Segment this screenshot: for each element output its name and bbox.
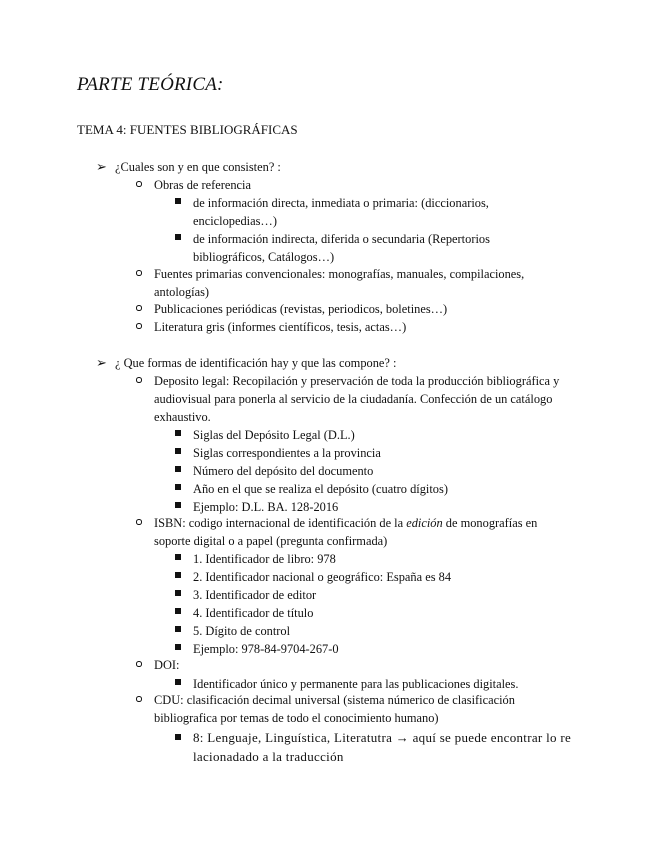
list-item-fuentes: Fuentes primarias convencionales: monografías, manuales, compilaciones, [154,267,525,281]
list-item-isbn [154,514,537,532]
isbn-text-b: de monografías en [442,516,538,530]
list-item-deposito-cont2: exhaustivo. [154,410,211,424]
list-item-deposito: Deposito legal: Recopilación y preservación de toda la producción bibliográfica y [154,374,560,388]
circle-bullet-icon [136,377,142,383]
circle-bullet-icon [136,519,142,525]
isbn-text-emphasis: edición [406,516,443,530]
topic-heading: TEMA 4: FUENTES BIBLIOGRÁFICAS [77,122,298,137]
square-bullet-icon [175,484,181,490]
arrow-bullet-icon: ➢ [96,355,107,370]
list-item-obras-indirecta-cont: bibliográficos, Catálogos…) [193,250,335,264]
arrow-bullet-icon: ➢ [96,159,107,174]
circle-bullet-icon [136,661,142,667]
list-item-obras-indirecta: de información indirecta, diferida o secundaria (Repertorios [193,232,490,246]
list-item-isbn-cont: soporte digital o a papel (pregunta confirmada) [154,534,388,548]
circle-bullet-icon [136,270,142,276]
list-item-cdu: CDU: clasificación decimal universal (sistema númerico de clasificación [154,693,515,707]
circle-bullet-icon [136,323,142,329]
square-bullet-icon [175,644,181,650]
isbn-item: 4. Identificador de título [193,606,314,620]
list-item-literatura: Literatura gris (informes científicos, tesis, actas…) [154,320,407,334]
isbn-item: 3. Identificador de editor [193,588,317,602]
deposito-item: Siglas del Depósito Legal (D.L.) [193,428,355,442]
circle-bullet-icon [136,696,142,702]
square-bullet-icon [175,502,181,508]
square-bullet-icon [175,572,181,578]
list-item-doi: DOI: [154,658,180,672]
cdu-item-cont: lacionadado a la traducción [193,749,344,764]
list-item-obras: Obras de referencia [154,178,251,192]
square-bullet-icon [175,466,181,472]
question-2: ¿ Que formas de identificación hay y que las compone? : [115,356,397,370]
square-bullet-icon [175,734,181,740]
circle-bullet-icon [136,181,142,187]
page-title: PARTE TEÓRICA: [77,74,224,95]
square-bullet-icon [175,448,181,454]
square-bullet-icon [175,608,181,614]
question-1: ¿Cuales son y en que consisten? : [115,160,281,174]
square-bullet-icon [175,198,181,204]
isbn-item: Ejemplo: 978-84-9704-267-0 [193,642,339,656]
square-bullet-icon [175,430,181,436]
list-item-cdu-cont: bibliografica por temas de todo el conocimiento humano) [154,711,439,725]
doi-item: Identificador único y permanente para las publicaciones digitales. [193,677,519,691]
isbn-text-a: ISBN: codigo internacional de identificación de la [154,516,407,530]
list-item-publicaciones: Publicaciones periódicas (revistas, periodicos, boletines…) [154,302,448,316]
square-bullet-icon [175,554,181,560]
isbn-item: 2. Identificador nacional o geográfico: España es 84 [193,570,452,584]
cdu-item: 8: Lenguaje, Linguística, Literatutra → aquí se puede encontrar lo re [193,730,572,745]
square-bullet-icon [175,590,181,596]
isbn-item: 5. Dígito de control [193,624,291,638]
deposito-item: Siglas correspondientes a la provincia [193,446,381,460]
isbn-item: 1. Identificador de libro: 978 [193,552,336,566]
square-bullet-icon [175,679,181,685]
list-item-obras-directa: de información directa, inmediata o primaria: (diccionarios, [193,196,489,210]
square-bullet-icon [175,626,181,632]
list-item-fuentes-cont: antologías) [154,285,210,299]
square-bullet-icon [175,234,181,240]
deposito-item: Año en el que se realiza el depósito (cuatro dígitos) [193,482,448,496]
list-item-obras-directa-cont: enciclopedias…) [193,214,277,228]
deposito-item: Número del depósito del documento [193,464,374,478]
list-item-deposito-cont: audiovisual para ponerla al servicio de la ciudadanía. Confección de un catálogo [154,392,553,406]
circle-bullet-icon [136,305,142,311]
deposito-item: Ejemplo: D.L. BA. 128-2016 [193,500,339,514]
